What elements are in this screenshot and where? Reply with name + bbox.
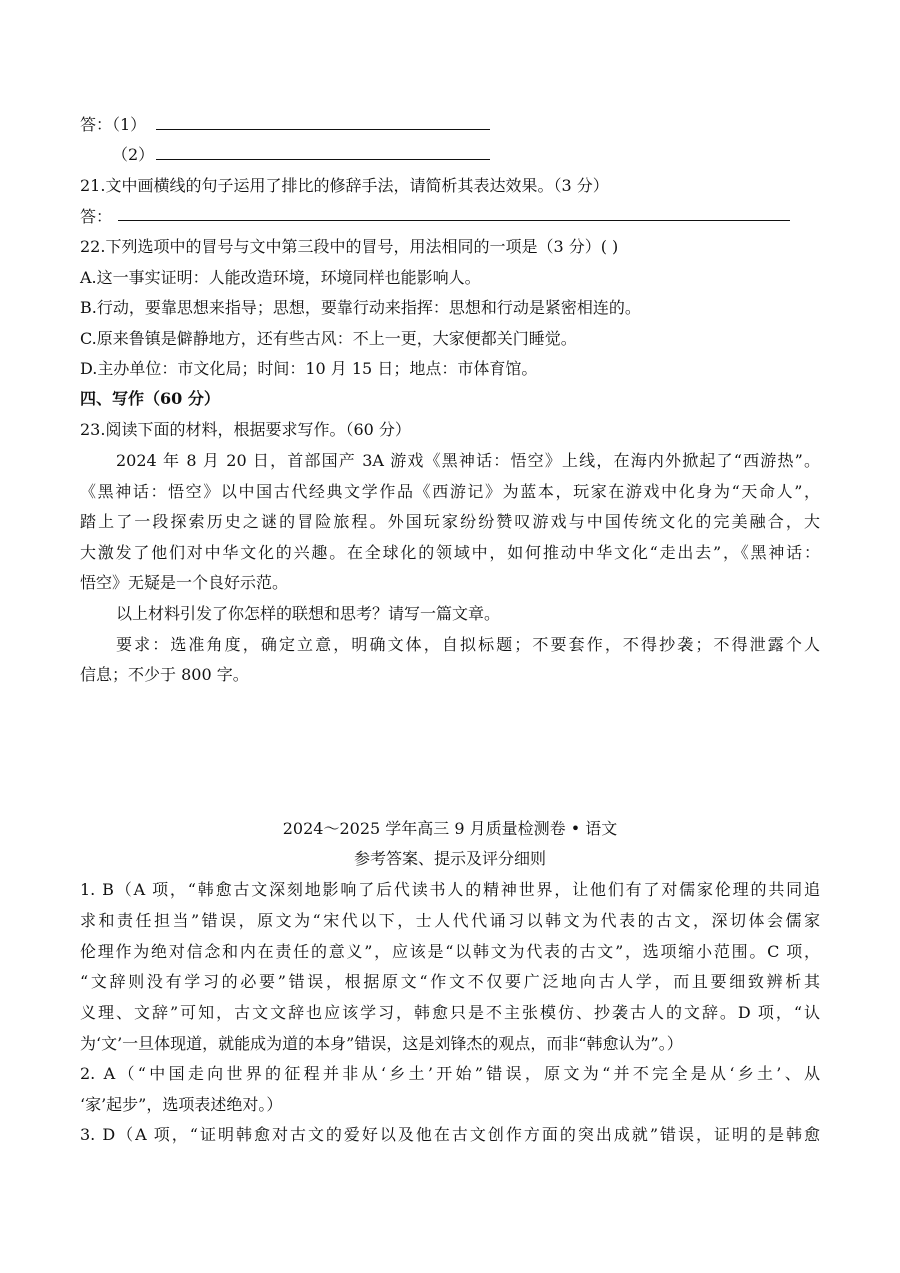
question-21-answer-prefix: 答： [80,207,113,226]
requirements-line-2: 信息；不少于 800 字。 [80,665,249,684]
answer-2-line-1: 2. A（“中国走向世界的征程并非从‘乡土’开始”错误，原文为“并不完全是从‘乡土’、从 [80,1064,820,1083]
answer-2-line [156,159,490,160]
answer-1-line-3: 伦理作为绝对信念和内在责任的意义”，应该是“以韩文为代表的古文”，选项缩小范围。C 项， [80,942,820,961]
answer-1-line-6: 为‘文’一旦体现道，就能成为道的本身”错误，这是刘锋杰的观点，而非“韩愈认为”。） [80,1034,683,1053]
answer-key-title: 2024～2025 学年高三 9 月质量检测卷 • 语文 [282,819,618,838]
answer-1-line-2: 求和责任担当”错误，原文为“宋代以下，士人代代诵习以韩文为代表的古文，深切体会儒家 [80,911,820,930]
question-21: 21.文中画横线的句子运用了排比的修辞手法，请简析其表达效果。（3 分） [80,176,609,195]
section-heading-writing: 四、写作（60 分） [80,389,220,408]
question-22: 22.下列选项中的冒号与文中第三段中的冒号，用法相同的一项是（3 分）( ) [80,237,619,256]
answer-2-line-2: ‘家’起步”，选项表述绝对。） [80,1095,283,1114]
question-23: 23.阅读下面的材料，根据要求写作。（60 分） [80,420,411,439]
material-line-2: 《黑神话：悟空》以中国古代经典文学作品《西游记》为蓝本，玩家在游戏中化身为“天命人”， [80,482,820,501]
answer-key-subtitle: 参考答案、提示及评分细则 [353,849,546,868]
question-21-answer-line [118,220,790,221]
answer-1-line [156,129,490,130]
answer-1-line-4: “文辞则没有学习的必要”错误，根据原文“作文不仅要广泛地向古人学，而且要细致辨析其 [80,972,820,991]
answer-1-line-5: 义理、文辞”可知，古文文辞也应该学习，韩愈只是不主张模仿、抄袭古人的文辞。D 项，“认 [80,1003,820,1022]
requirements-line-1: 要求：选准角度，确定立意，明确文体，自拟标题；不要套作，不得抄袭；不得泄露个人 [116,635,820,654]
option-a: A.这一事实证明：人能改造环境，环境同样也能影响人。 [80,268,481,287]
answer-2-prefix: （2） [112,145,155,164]
material-line-3: 踏上了一段探索历史之谜的冒险旅程。外国玩家纷纷赞叹游戏与中国传统文化的完美融合，大 [80,512,820,531]
answer-1-prefix: 答：（1） [80,115,147,134]
material-line-1: 2024 年 8 月 20 日，首部国产 3A 游戏《黑神话：悟空》上线，在海内外掀起了“西游热”。 [116,451,820,470]
option-d: D.主办单位：市文化局；时间：10 月 15 日；地点：市体育馆。 [80,359,538,378]
option-c: C.原来鲁镇是僻静地方，还有些古风：不上一更，大家便都关门睡觉。 [80,329,577,348]
answer-1-line-1: 1. B（A 项，“韩愈古文深刻地影响了后代读书人的精神世界，让他们有了对儒家伦理的共同追 [80,880,820,899]
option-b: B.行动，要靠思想来指导；思想，要靠行动来指挥：思想和行动是紧密相连的。 [80,298,641,317]
writing-prompt: 以上材料引发了你怎样的联想和思考？请写一篇文章。 [116,604,501,623]
material-line-4: 大激发了他们对中华文化的兴趣。在全球化的领域中，如何推动中华文化“走出去”，《黑神话： [80,543,820,562]
answer-3-line-1: 3. D（A 项，“证明韩愈对古文的爱好以及他在古文创作方面的突出成就”错误，证明的是韩愈 [80,1125,820,1144]
material-line-5: 悟空》无疑是一个良好示范。 [80,573,289,592]
